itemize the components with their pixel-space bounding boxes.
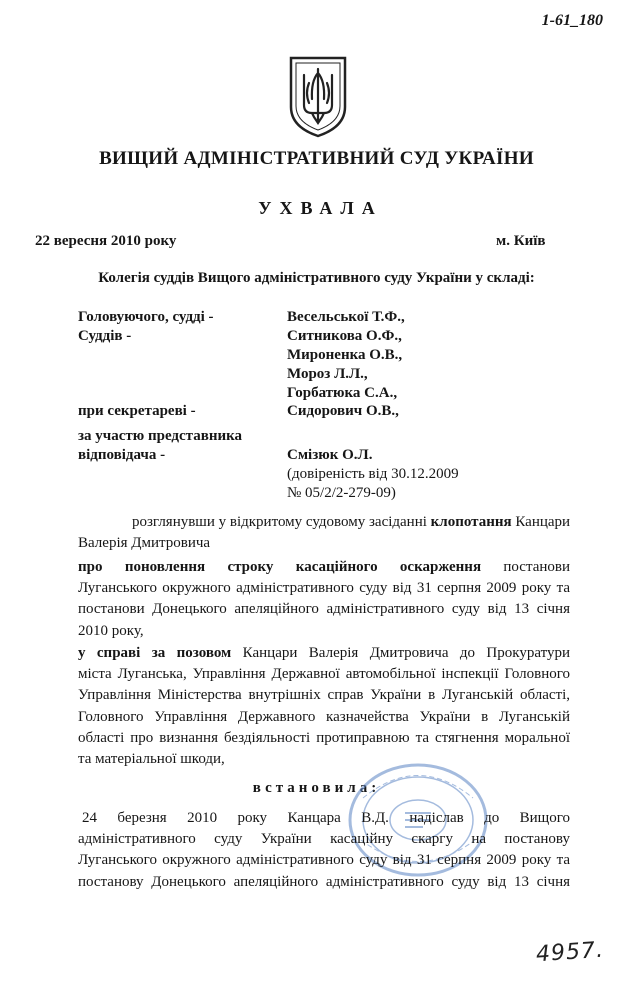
paragraph-line: 2010 року, [78, 622, 144, 639]
presiding-label: Головуючого, судді - [78, 309, 214, 325]
document-city: м. Київ [496, 233, 546, 249]
paragraph-renewal [78, 557, 570, 642]
secretary-name: Сидорович О.В., [287, 403, 399, 419]
judges-label: Суддів - [78, 328, 132, 344]
judge-name: Горбатюка С.А., [287, 385, 398, 401]
judge-name: Мироненка О.В., [287, 347, 403, 363]
power-of-attorney-note: (довіреність від 30.12.2009 [287, 466, 459, 482]
representative-label: за участю представника [78, 428, 243, 444]
paragraph-case [78, 643, 570, 770]
representative-label-2: відповідача - [78, 447, 166, 463]
paragraph-line: Головного Управління Державного казначейства України в Луганській [78, 708, 570, 725]
paragraph-line: Луганського окружного адміністративного суду від 31 серпня 2009 року та [78, 580, 570, 597]
court-name: ВИЩИЙ АДМІНІСТРАТИВНИЙ СУД УКРАЇНИ [99, 148, 534, 169]
paragraph-line: постанови Донецького апеляційного адміністративного суду від 13 січня [78, 601, 570, 618]
paragraph-line: Управління Міністерства внутрішніх справ України в Луганській області, [78, 687, 570, 704]
paragraph-considered [78, 512, 570, 554]
handwritten-page-number: 4957. [535, 937, 605, 968]
paragraph-line: 24 березня 2010 року Канцара В.Д. надіслав до Вищого [82, 810, 570, 826]
panel-intro: Колегія суддів Вищого адміністративного суду України у складі: [98, 270, 535, 286]
paragraph-line: Валерія Дмитровича [78, 535, 211, 552]
paragraph-line: розглянувши у відкритому судовому засіданні клопотання Канцари [132, 514, 571, 530]
coat-of-arms-emblem [287, 55, 349, 139]
paragraph-facts [78, 808, 570, 893]
judge-name: Мороз Л.Л., [287, 366, 368, 382]
representative-name: Смізюк О.Л. [287, 447, 373, 463]
judge-name: Ситникова О.Ф., [287, 328, 402, 344]
document-title: УХВАЛА [258, 198, 383, 218]
paragraph-line: адміністративного суду України касаційну скаргу на постанову [78, 831, 570, 848]
paragraph-line: області про визнання бездіяльності протиправною та стягнення моральної [78, 729, 570, 746]
established-heading: встановила: [252, 780, 381, 796]
paragraph-line: у справі за позовом Канцари Валерія Дмитровича до Прокуратури [78, 645, 570, 661]
paragraph-line: та матеріальної шкоди, [78, 751, 225, 768]
document-code: 1-61_180 [541, 12, 603, 29]
secretary-label: при секретареві - [78, 403, 196, 419]
power-of-attorney-number: № 05/2/2-279-09) [287, 485, 396, 501]
paragraph-line: постанову Донецького апеляційного адміністративного суду від 13 січня [78, 873, 570, 890]
paragraph-line: міста Луганська, Управління Державної автомобільної інспекції Головного [78, 666, 570, 683]
document-date: 22 вересня 2010 року [35, 233, 177, 249]
paragraph-line: Луганського окружного адміністративного суду від 31 серпня 2009 року та [78, 852, 570, 869]
paragraph-line: про поновлення строку касаційного оскарження постанови [78, 559, 570, 575]
presiding-name: Весельської Т.Ф., [287, 309, 405, 325]
